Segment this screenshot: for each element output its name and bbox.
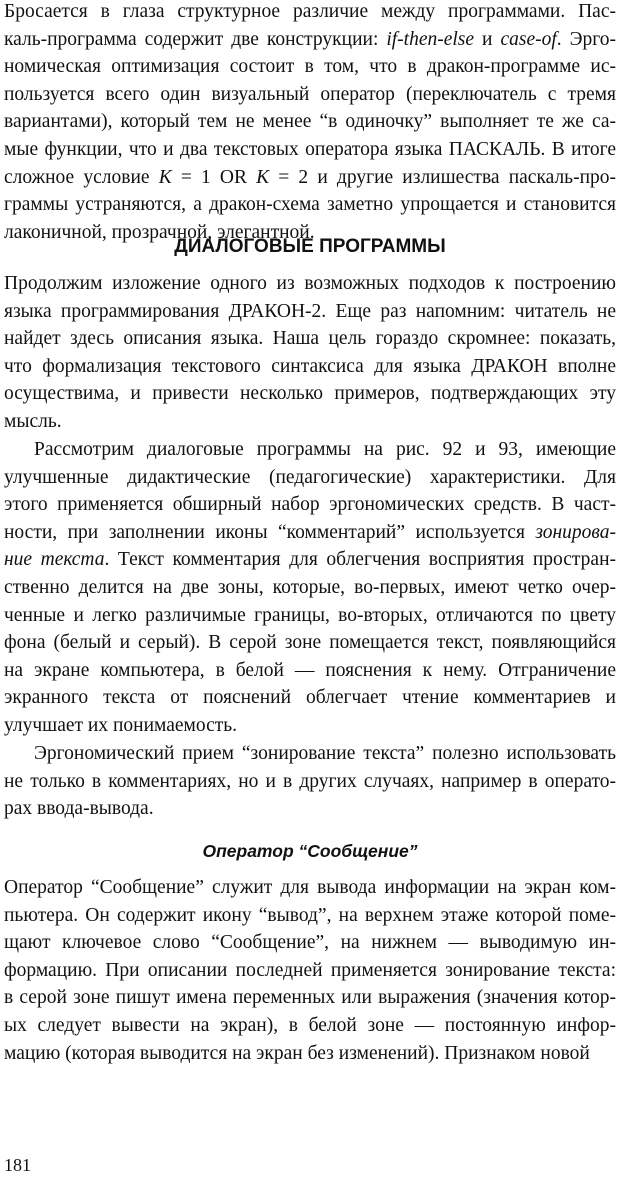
text-line: фона (белый и серый). В серой зоне помещается текст, появляющийся <box>4 632 616 654</box>
paragraph-4 <box>4 740 616 823</box>
text-line: номическая оптимизация состоит в том, что в дракон-программе ис- <box>4 56 616 78</box>
text-line: что формализация текстового синтаксиса для языка ДРАКОН вполне <box>4 355 616 377</box>
section-heading-dialog-programs: ДИАЛОГОВЫЕ ПРОГРАММЫ <box>174 236 446 257</box>
paragraph-5 <box>4 874 616 1067</box>
text-line: языка программирования ДРАКОН-2. Еще раз напомним: читатель не <box>4 300 616 322</box>
text-line: экранного текста от пояснений облегчает чтение комментариев и <box>4 687 616 709</box>
text-line: Оператор “Сообщение” служит для вывода информации на экран ком- <box>4 877 616 898</box>
text-line: ых следует вывести на экран), в белой зоне — постоянную инфор- <box>4 1014 616 1036</box>
text-line: ченные и легко различимые границы, во-вторых, отличаются по цвету <box>4 604 616 626</box>
text-line: осуществима, и привести несколько примеров, подтверждающих эту <box>4 383 616 405</box>
text-line: граммы устраняются, а дракон-схема заметно упрощается и становится <box>4 194 616 216</box>
text-line: Рассмотрим диалоговые программы на рис. 92 и 93, имеющие <box>34 439 616 460</box>
text-line: в серой зоне пишут имена переменных или выражения (значения котор- <box>4 987 616 1009</box>
text-line: лаконичной, прозрачной, элегантной. <box>4 221 315 243</box>
text-line: каль-программа содержит две конструкции: if-then-else и case-of. Эрго- <box>4 28 616 50</box>
text-line: щают ключевое слово “Сообщение”, на нижнем — выводимую ин- <box>4 932 616 954</box>
text-line: ственно делится на две зоны, которые, во-первых, имеют четко очер- <box>4 576 616 598</box>
paragraph-1 <box>4 0 616 246</box>
text-line: мацию (которая выводится на экран без изменений). Признаком новой <box>4 1042 590 1064</box>
text-line: вариантами), который тем не менее “в одиночку” выполняет те же са- <box>4 111 616 133</box>
text-line: этого применяется обширный набор эргономических средств. В част- <box>4 494 616 516</box>
text-line: Бросается в глаза структурное различие между программами. Пас- <box>4 1 616 22</box>
text-line: пьютера. Он содержит икону “вывод”, на верхнем этаже которой поме- <box>4 904 616 926</box>
subsection-heading-message-operator: Оператор “Сообщение” <box>202 841 418 861</box>
text-line: пользуется всего один визуальный оператор (переключатель с тремя <box>4 83 616 105</box>
text-line: улучшает их понимаемость. <box>4 714 238 736</box>
text-line: улучшенные дидактические (педагогические) характеристики. Для <box>4 466 616 488</box>
paragraph-3 <box>4 436 616 740</box>
text-line: мые функции, что и два текстовых оператора языка ПАСКАЛЬ. В итоге <box>4 138 616 160</box>
text-line: Продолжим изложение одного из возможных подходов к построению <box>4 273 616 294</box>
text-line: ние текста. Текст комментария для облегчения восприятия простран- <box>4 549 617 571</box>
page-number: 181 <box>4 1155 31 1175</box>
text-line: Эргономический прием “зонирование текста” полезно использовать <box>34 743 616 764</box>
text-line: формацию. При описании последней применяется зонирование текста: <box>4 959 616 981</box>
text-line: на экране компьютера, в белой — пояснения к нему. Отграничение <box>4 659 616 681</box>
text-line: сложное условие K = 1 OR K = 2 и другие излишества паскаль-про- <box>4 166 616 188</box>
text-line: не только в комментариях, но и в других случаях, например в операто- <box>4 770 616 792</box>
paragraph-2 <box>4 270 616 436</box>
text-line: мысль. <box>4 410 62 432</box>
text-line: рах ввода-вывода. <box>4 798 154 820</box>
text-line: ности, при заполнении иконы “комментарий” используется зонирова- <box>4 521 616 543</box>
text-line: найдет здесь описания языка. Наша цель гораздо скромнее: показать, <box>4 328 616 350</box>
